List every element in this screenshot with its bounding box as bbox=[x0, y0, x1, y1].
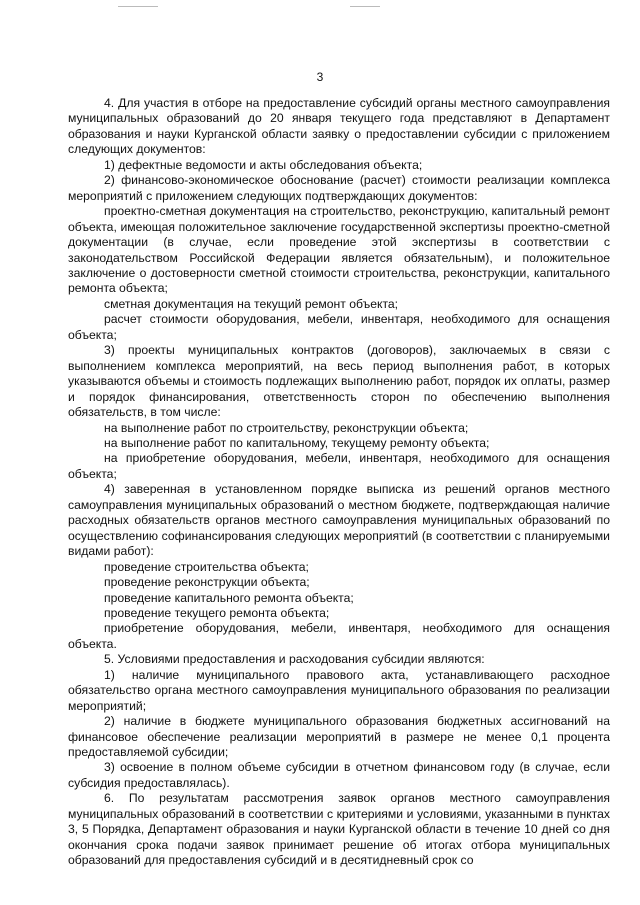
paragraph: сметная документация на текущий ремонт объекта; bbox=[104, 296, 399, 311]
paragraph: 2) наличие в бюджете муниципального образования бюджетных ассигнований на финансовое обеспечение реализации мероприятий в размере не менее 0,1 процента предоставляемой субсидии; bbox=[68, 714, 610, 760]
paragraph: расчет стоимости оборудования, мебели, инвентаря, необходимого для оснащения объекта; bbox=[68, 312, 610, 342]
paragraph: на выполнение работ по строительству, реконструкции объекта; bbox=[104, 420, 469, 435]
paragraph: на выполнение работ по капитальному, текущему ремонту объекта; bbox=[104, 435, 490, 450]
paragraph: проведение капитального ремонта объекта; bbox=[104, 590, 354, 605]
paragraph: проведение строительства объекта; bbox=[104, 559, 309, 574]
paragraph: проведение реконструкции объекта; bbox=[104, 575, 310, 590]
paragraph: 1) дефектные ведомости и акты обследования объекта; bbox=[104, 157, 423, 172]
page-number: 3 bbox=[316, 70, 324, 84]
paragraph: проведение текущего ремонта объекта; bbox=[104, 605, 330, 620]
paragraph: на приобретение оборудования, мебели, инвентаря, необходимого для оснащения объекта; bbox=[68, 451, 610, 481]
paragraph: 2) финансово-экономическое обоснование (расчет) стоимости реализации комплекса мероприятий с приложением следующих подтверждающих документов: bbox=[68, 173, 610, 203]
paragraph: приобретение оборудования, мебели, инвентаря, необходимого для оснащения объекта. bbox=[68, 621, 610, 651]
paragraph: 3) проекты муниципальных контрактов (договоров), заключаемых в связи с выполнением комплекса мероприятий, на весь период выполнения работ, в которых указываются объемы и стоимость подлежащих выполнению работ, порядок их оплаты, размер и порядок финансирования, ответственность сторон по обеспечению выполнения обязательств, в том числе: bbox=[68, 343, 610, 420]
paragraph: 6. По результатам рассмотрения заявок органов местного самоуправления муниципальных образований в соответствии с критериями и условиями, указанными в пунктах 3, 5 Порядка, Департамент образования и науки Курганской области в течение 10 дней со дня окончания срока подачи заявок принимает решение об итогах отбора муниципальных образований для предоставления субсидий и в десятидневный срок со bbox=[68, 791, 610, 868]
paragraph: 1) наличие муниципального правового акта, устанавливающего расходное обязательство органа местного самоуправления муниципального образования по реализации мероприятий; bbox=[68, 667, 610, 713]
paragraph: 5. Условиями предоставления и расходования субсидии являются: bbox=[104, 652, 485, 667]
paragraph: 4) заверенная в установленном порядке выписка из решений органов местного самоуправления муниципальных образований о местном бюджете, подтверждающая наличие расходных обязательств органов местного самоуправления муниципальных образований по осуществлению софинансирования следующих мероприятий (в соответствии с планируемыми видами работ): bbox=[68, 482, 610, 559]
paragraph: 4. Для участия в отборе на предоставление субсидий органы местного самоуправления муниципальных образований до 20 января текущего года представляют в Департамент образования и науки Курганской области заявку о предоставлении субсидии с приложением следующих документов: bbox=[68, 96, 610, 157]
paragraph: 3) освоение в полном объеме субсидии в отчетном финансовом году (в случае, если субсидия предоставлялась). bbox=[68, 760, 610, 790]
paragraph: проектно-сметная документация на строительство, реконструкцию, капитальный ремонт объекта, имеющая положительное заключение государственной экспертизы проектно-сметной документации (в случае, если проведение этой экспертизы в соответствии с законодательством Российской Федерации является обязательным), и положительное заключение о достоверности сметной стоимости строительства, реконструкции, капитального ремонта объекта; bbox=[68, 204, 610, 296]
